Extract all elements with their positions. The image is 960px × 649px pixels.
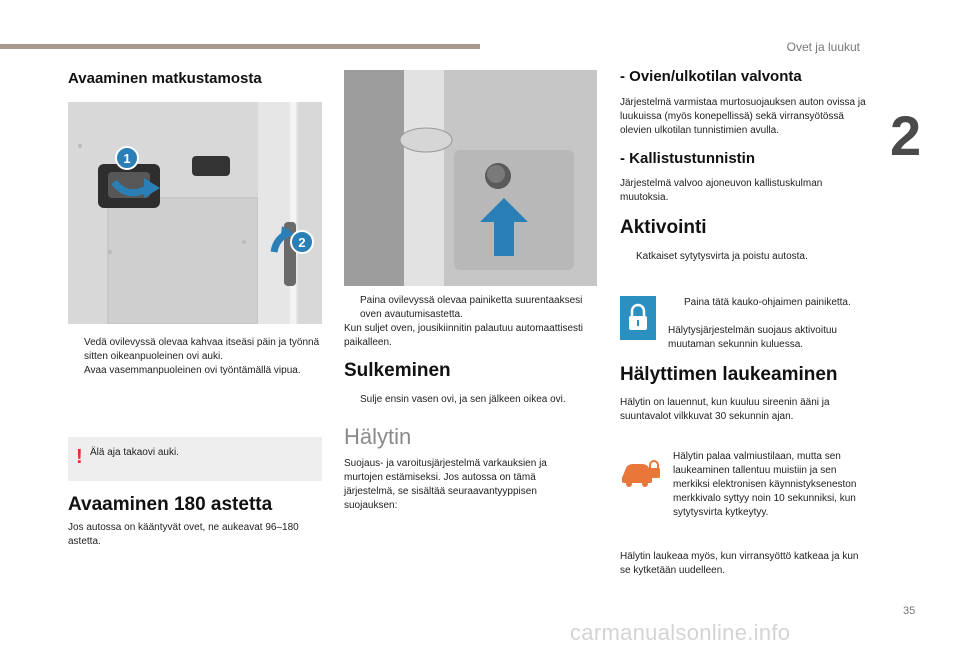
- bullet-text: Avaa vasemmanpuoleinen ovi työntämällä vipua.: [84, 365, 301, 376]
- perimeter-text: Järjestelmä varmistaa murtosuojauksen auton ovissa ja luukuissa (myös konepellissä) sekä virransyötössä olevien ulkotilan tunnistimien avulla.: [620, 97, 866, 136]
- section-title-closing: Sulkeminen: [344, 360, 451, 381]
- bullet-text: Paina ovilevyssä olevaa painiketta suurentaaksesi oven avautumisastetta.: [360, 295, 583, 320]
- bullet-icon: [344, 393, 360, 407]
- bullet-icon: [68, 336, 84, 364]
- bullet-icon: [620, 250, 636, 264]
- callout-1: 1: [123, 151, 131, 166]
- chapter-number: 2: [890, 104, 922, 167]
- list-item: [68, 336, 322, 364]
- warning-box: [68, 437, 322, 481]
- bullet-icon: [344, 294, 360, 322]
- tilt-text: Järjestelmä valvoo ajoneuvon kallistuskulman muutoksia.: [620, 178, 823, 203]
- section-title-trigger: Hälyttimen laukeaminen: [620, 364, 838, 385]
- page-number: 35: [903, 605, 916, 617]
- section-text-180: Jos autossa on kääntyvät ovet, ne aukeavat 96–180 astetta.: [68, 522, 299, 547]
- bullet-text: Vedä ovilevyssä olevaa kahvaa itseäsi päin ja työnnä sitten oikeanpuoleinen ovi auki.: [84, 337, 320, 362]
- warning-icon: !: [76, 446, 83, 468]
- header-bar: [0, 44, 480, 49]
- warning-text: Älä aja takaovi auki.: [90, 447, 179, 458]
- list-item: [668, 296, 868, 310]
- trigger-text: Hälytin on lauennut, kun kuuluu sireenin ääni ja suuntavalot vilkkuvat 30 sekunnin ajan.: [620, 397, 830, 422]
- chapter-title: Ovet ja luukut: [786, 40, 860, 54]
- section-title-180: Avaaminen 180 astetta: [68, 494, 273, 515]
- activation-text: Hälytysjärjestelmän suojaus aktivoituu muutaman sekunnin kuluessa.: [668, 325, 837, 350]
- list-item: [344, 294, 597, 322]
- activation-step: [668, 296, 868, 310]
- bullet-text: Paina tätä kauko-ohjaimen painiketta.: [684, 297, 851, 308]
- section-title-tilt: - Kallistustunnistin: [620, 150, 755, 167]
- bullet-text: Katkaiset sytytysvirta ja poistu autosta.: [636, 251, 808, 262]
- bullet-icon: [68, 364, 84, 378]
- watermark: carmanualsonline.info: [570, 620, 791, 645]
- door-stop-text: Kun suljet oven, jousikiinnitin palautuu automaattisesti paikalleen.: [344, 323, 584, 348]
- list-item: [344, 393, 597, 407]
- section-title-alarm: Hälytin: [344, 424, 412, 449]
- door-panel-illustration: [68, 102, 322, 324]
- padlock-icon: [620, 296, 656, 340]
- section-title-perimeter: - Ovien/ulkotilan valvonta: [620, 68, 802, 85]
- final-text: Hälytin laukeaa myös, kun virransyöttö katkeaa ja kun se kytketään uudelleen.: [620, 551, 859, 576]
- list-item: [620, 250, 870, 264]
- list-item: [68, 364, 322, 378]
- callout-2: 2: [298, 235, 306, 250]
- door-handle-image: [68, 102, 322, 324]
- lock-button-icon: [620, 296, 656, 340]
- bullet-text: Sulje ensin vasen ovi, ja sen jälkeen oikea ovi.: [360, 394, 566, 405]
- note-text: Hälytin palaa valmiustilaan, mutta sen laukeaminen tallentuu muistiin ja sen merkiksi elektronisen käynnistykseneston merkkivalo syttyy noin 10 sekunniksi, kun sytytysvirta kytkeytyy.: [673, 451, 857, 518]
- car-lock-icon: [620, 456, 660, 488]
- door-stop-image: [344, 70, 597, 286]
- alarm-intro-text: Suojaus- ja varoitusjärjestelmä varkauksien ja murtojen estämiseksi. Jos autossa on tämä järjestelmä, se sisältää seuraavantyyppisen suojauksen:: [344, 458, 547, 511]
- note-icon: [620, 456, 660, 488]
- opening-instructions: [68, 336, 322, 378]
- section-title-activation: Aktivointi: [620, 217, 707, 238]
- door-stop-illustration: [344, 70, 597, 286]
- section-title-opening: Avaaminen matkustamosta: [68, 70, 262, 87]
- door-stop-instructions: [344, 294, 597, 350]
- bullet-icon: [668, 296, 684, 310]
